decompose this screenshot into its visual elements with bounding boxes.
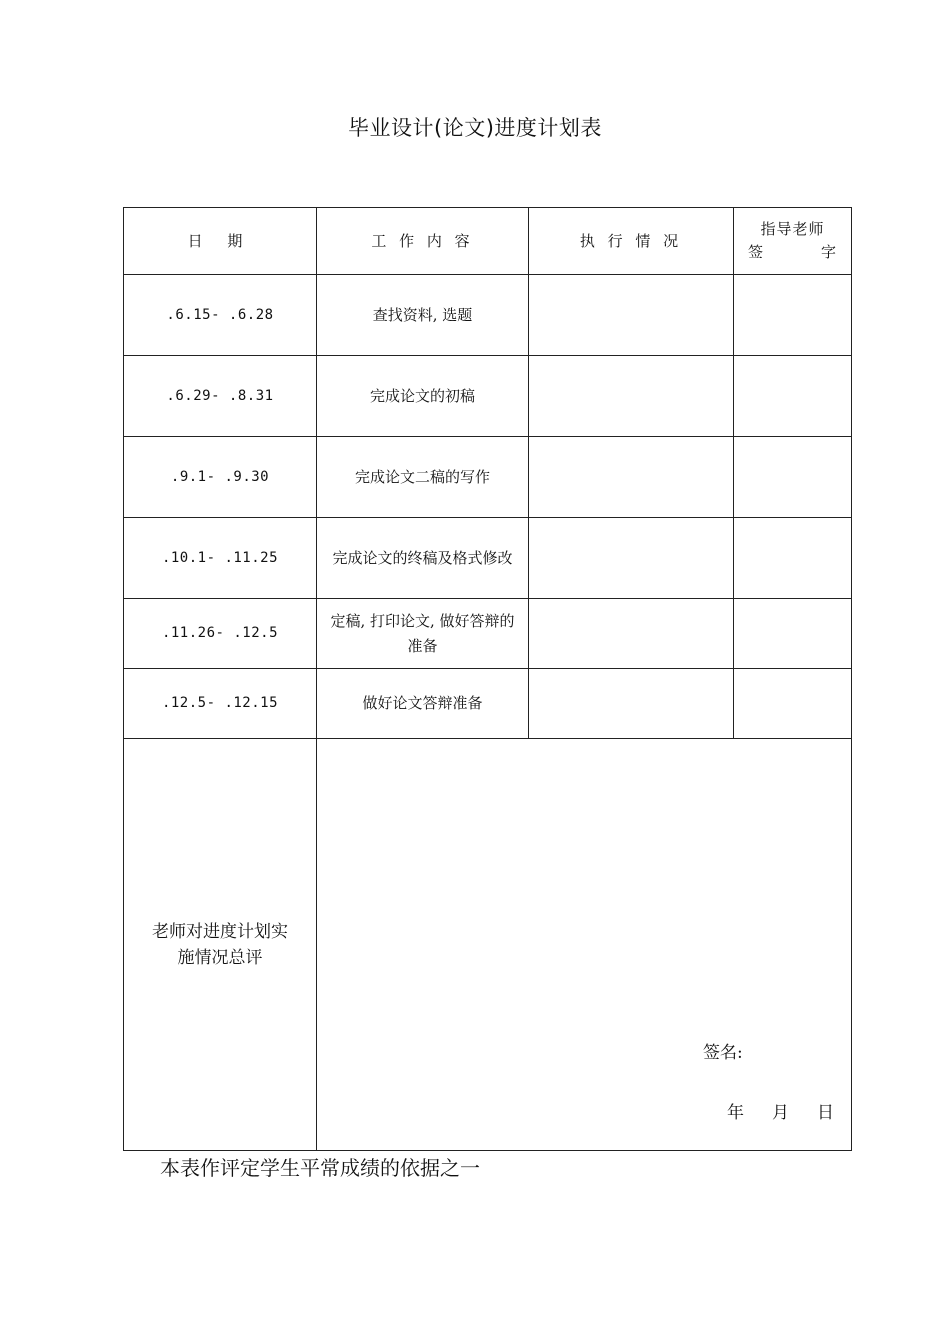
- table-row: [124, 437, 852, 518]
- row-signature[interactable]: [734, 669, 852, 739]
- row-task: 完成论文的终稿及格式修改: [317, 518, 529, 599]
- review-comment-area[interactable]: [317, 739, 852, 1151]
- row-signature[interactable]: [734, 356, 852, 437]
- header-advisor-word-char: 字: [820, 243, 837, 261]
- table-row: [124, 275, 852, 356]
- row-status[interactable]: [529, 599, 734, 669]
- year-label: 年: [727, 1103, 744, 1123]
- page-title: 毕业设计(论文)进度计划表: [348, 116, 602, 140]
- row-date: .6.15- .6.28: [124, 275, 317, 356]
- table-row: [124, 356, 852, 437]
- table-row: [124, 669, 852, 739]
- row-date: .6.29- .8.31: [124, 356, 317, 437]
- row-task: 完成论文的初稿: [317, 356, 529, 437]
- row-task: 做好论文答辩准备: [317, 669, 529, 739]
- row-status[interactable]: [529, 356, 734, 437]
- row-signature[interactable]: [734, 599, 852, 669]
- row-signature[interactable]: [734, 518, 852, 599]
- signature-label: 签名:: [703, 1043, 743, 1063]
- month-label: 月: [772, 1103, 789, 1123]
- row-date: .12.5- .12.15: [124, 669, 317, 739]
- header-advisor-signature: [734, 208, 852, 275]
- table-row: [124, 518, 852, 599]
- row-date: .11.26- .12.5: [124, 599, 317, 669]
- header-date: 日 期: [124, 208, 317, 275]
- row-status[interactable]: [529, 518, 734, 599]
- row-signature[interactable]: [734, 437, 852, 518]
- table-header-row: [124, 208, 852, 275]
- row-date: .9.1- .9.30: [124, 437, 317, 518]
- row-status[interactable]: [529, 437, 734, 518]
- review-date-line: [727, 1101, 834, 1126]
- review-label: 老师对进度计划实施情况总评: [124, 739, 317, 1151]
- footnote: 本表作评定学生平常成绩的依据之一: [160, 1156, 480, 1180]
- progress-plan-table: [123, 207, 852, 1151]
- row-task: 定稿, 打印论文, 做好答辩的准备: [317, 599, 529, 669]
- header-advisor-sign-char: 签: [748, 243, 765, 261]
- row-status[interactable]: [529, 275, 734, 356]
- table-row: [124, 599, 852, 669]
- row-task: 查找资料, 选题: [317, 275, 529, 356]
- header-advisor-line1: 指导老师: [760, 220, 825, 238]
- row-date: .10.1- .11.25: [124, 518, 317, 599]
- header-status: 执 行 情 况: [529, 208, 734, 275]
- row-status[interactable]: [529, 669, 734, 739]
- row-task: 完成论文二稿的写作: [317, 437, 529, 518]
- day-label: 日: [817, 1103, 834, 1123]
- row-signature[interactable]: [734, 275, 852, 356]
- review-row: [124, 739, 852, 1151]
- header-advisor-line2: [734, 241, 851, 264]
- header-content: 工 作 内 容: [317, 208, 529, 275]
